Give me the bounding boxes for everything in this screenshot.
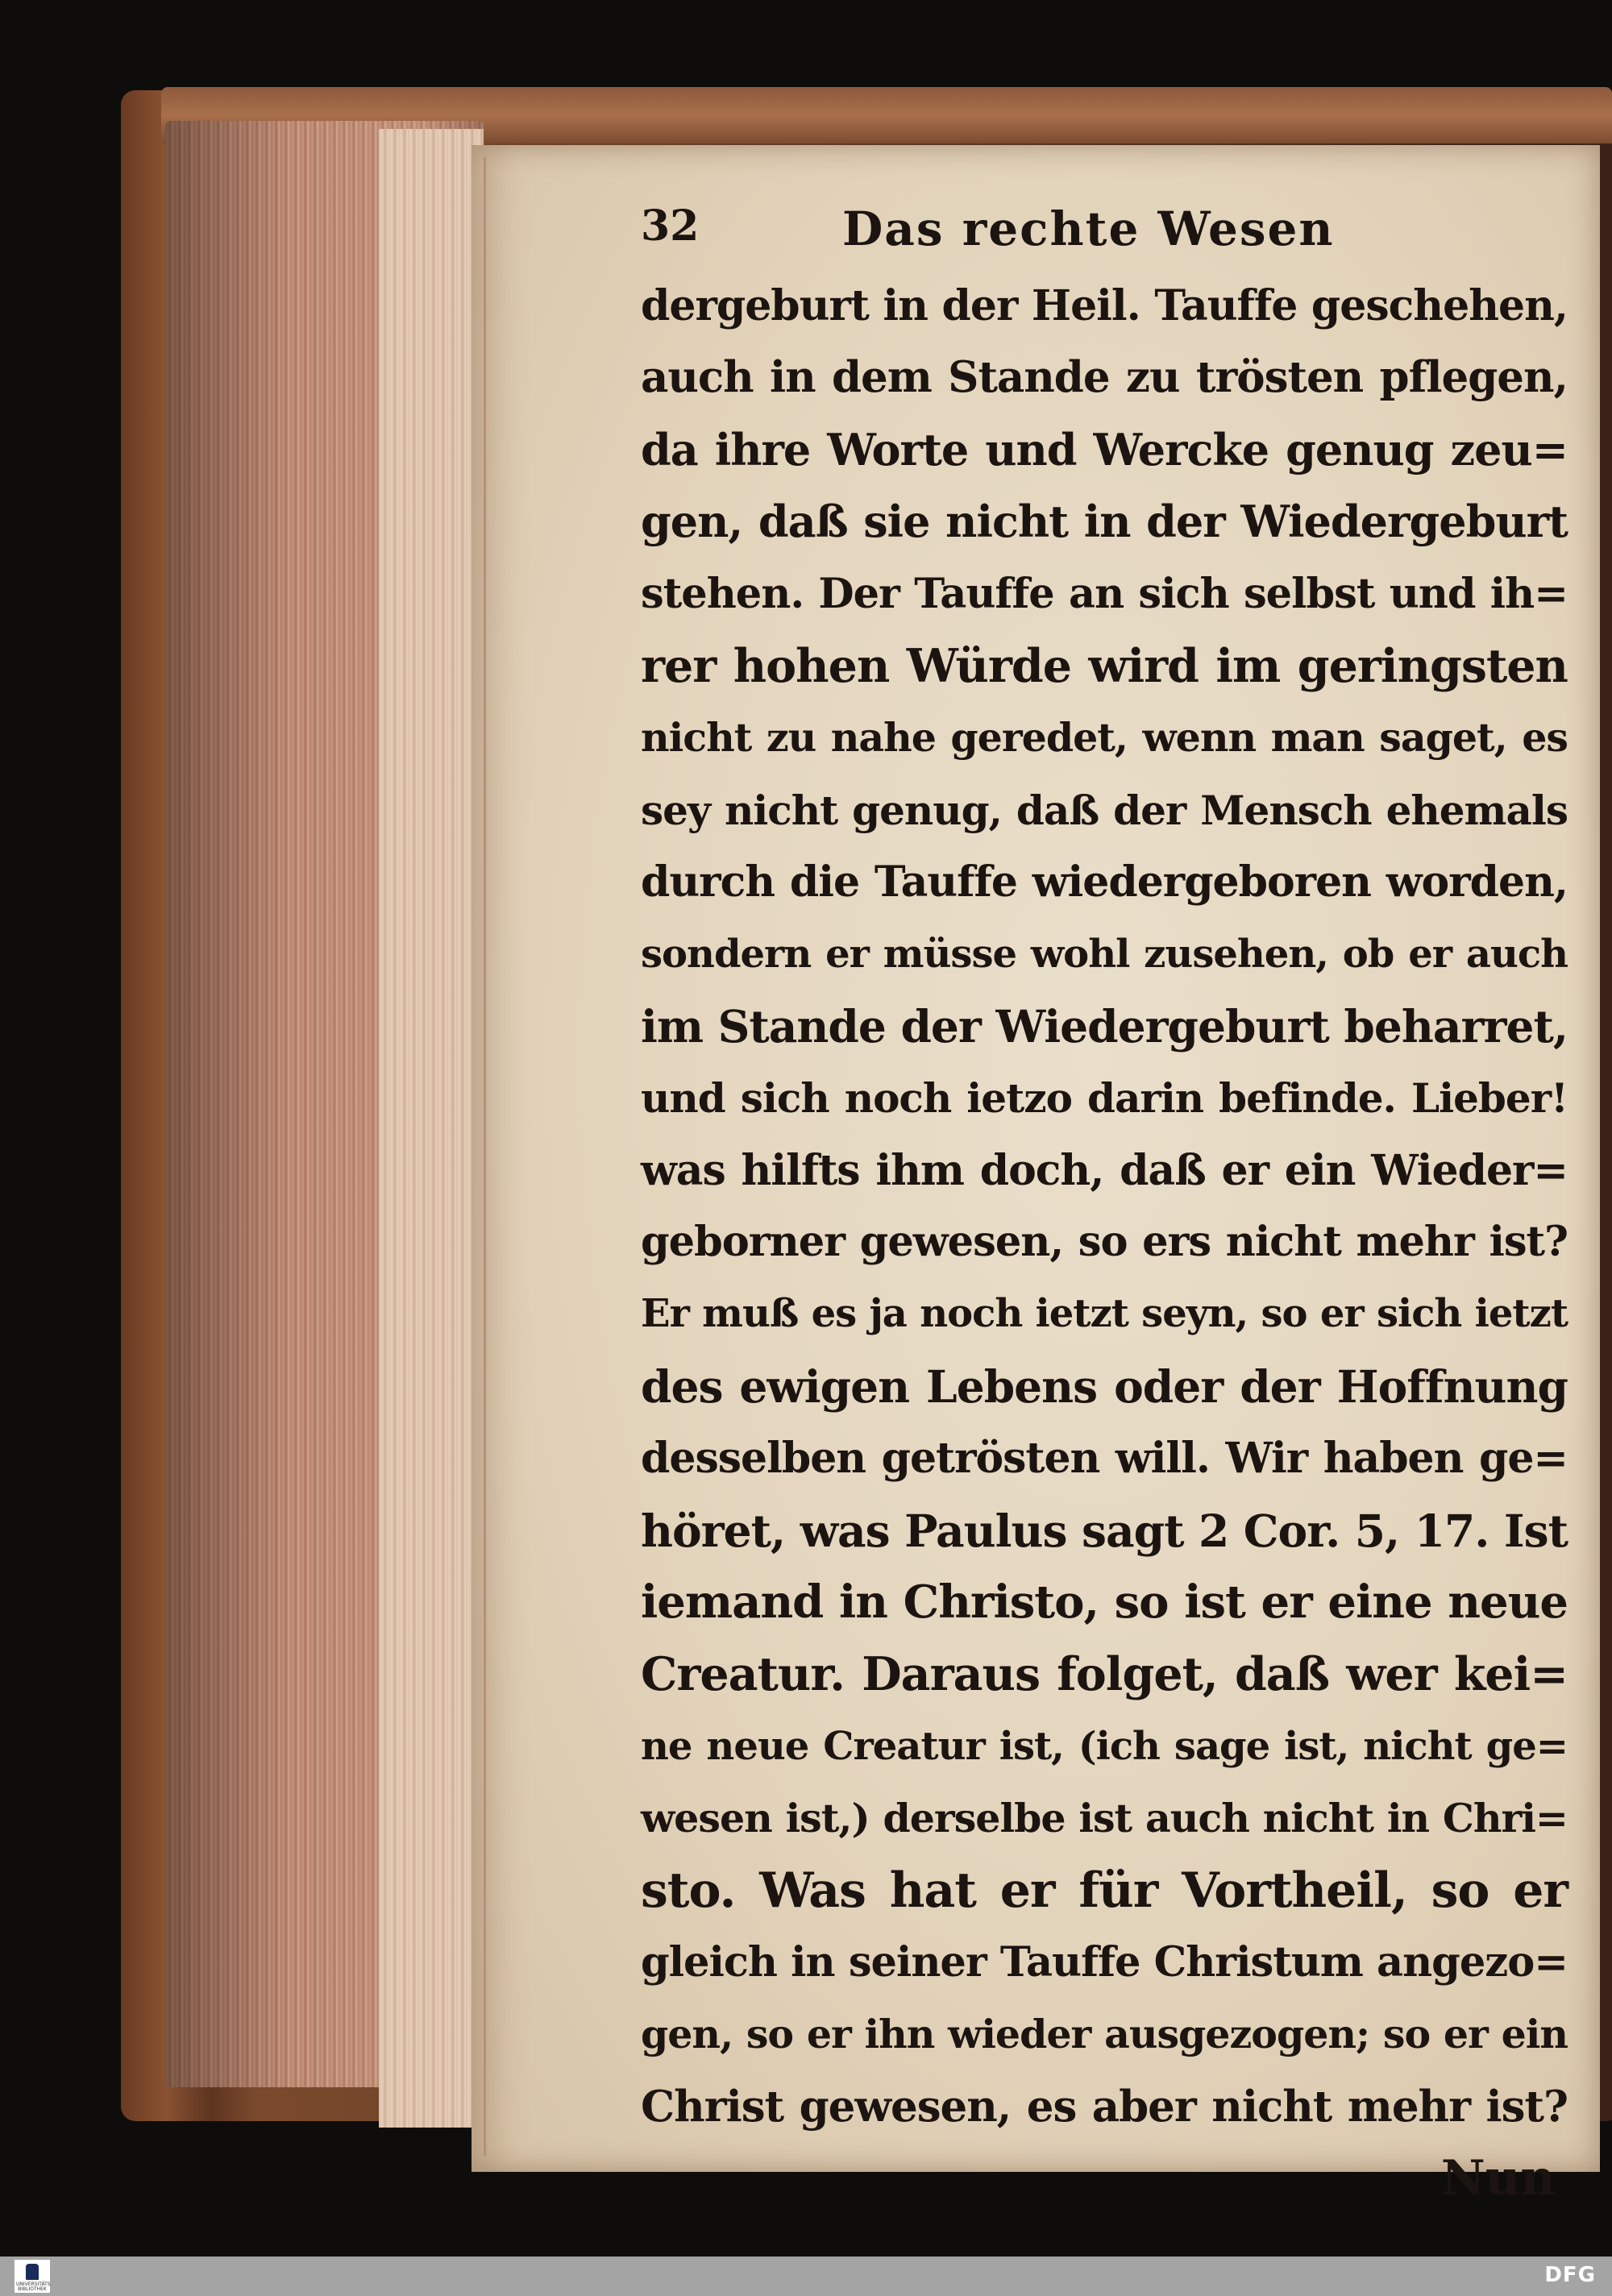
text-line: gen, daß sie nicht in der Wiedergeburt (641, 496, 1568, 548)
text-line: Creatur. Daraus folget, daß wer kei= (641, 1647, 1568, 1702)
text-line: durch die Tauffe wiedergeboren worden, (641, 857, 1568, 907)
text-line: was hilfts ihm doch, daß er ein Wieder= (641, 1145, 1568, 1195)
text-line: gen, so er ihn wieder ausgezogen; so er ein (641, 2011, 1568, 2058)
body-text (641, 270, 1568, 2143)
catchword: Nun (1440, 2150, 1556, 2207)
text-line: höret, was Paulus sagt 2 Cor. 5, 17. Ist (641, 1504, 1568, 1557)
text-line: gleich in seiner Tauffe Christum angezo= (641, 1937, 1568, 1987)
text-line: Christ gewesen, es aber nicht mehr ist? (641, 2081, 1568, 2132)
library-crest-icon (26, 2264, 39, 2280)
text-line: ne neue Creatur ist, (ich sage ist, nicht ge= (641, 1723, 1568, 1769)
text-line: und sich noch ietzo darin befinde. Lieber! (641, 1074, 1568, 1123)
running-title: Das rechte Wesen (842, 201, 1335, 256)
text-line: iemand in Christo, so ist er eine neue (641, 1576, 1568, 1630)
text-line: Er muß es ja noch ietzt seyn, so er sich ietzt (641, 1291, 1568, 1337)
text-line: da ihre Worte und Wercke genug zeu= (641, 423, 1568, 475)
viewer-footer-bar (0, 2257, 1612, 2296)
inner-page-edges (379, 129, 484, 2128)
page-gutter-line (484, 157, 486, 2156)
text-line: nicht zu nahe geredet, wenn man saget, es (641, 714, 1568, 762)
text-line: desselben getrösten will. Wir haben ge= (641, 1434, 1568, 1484)
text-line: des ewigen Lebens oder der Hoffnung (641, 1360, 1568, 1413)
text-line: im Stande der Wiedergeburt beharret, (641, 999, 1568, 1053)
text-line: rer hohen Würde wird im geringsten (641, 638, 1568, 693)
text-line: dergeburt in der Heil. Tauffe geschehen, (641, 281, 1568, 330)
page-text-block (641, 193, 1568, 2215)
text-line: wesen ist,) derselbe ist auch nicht in Chri= (641, 1795, 1568, 1842)
text-line: auch in dem Stande zu trösten pflegen, (641, 352, 1568, 403)
text-line: geborner gewesen, so ers nicht mehr ist? (641, 1218, 1568, 1267)
library-logo-text: UNIVERSITÄTS BIBLIOTHEK (16, 2281, 51, 2292)
dfg-logo[interactable]: DFG (1544, 2263, 1596, 2287)
library-logo[interactable] (15, 2260, 50, 2293)
text-line: stehen. Der Tauffe an sich selbst und ih= (641, 569, 1568, 618)
text-line: sto. Was hat er für Vortheil, so er (641, 1862, 1568, 1919)
page-number: 32 (641, 201, 700, 251)
text-line: sey nicht genug, daß der Mensch ehemals (641, 786, 1568, 834)
text-line: sondern er müsse wohl zusehen, ob er auch (641, 931, 1568, 977)
running-head (641, 193, 1568, 270)
